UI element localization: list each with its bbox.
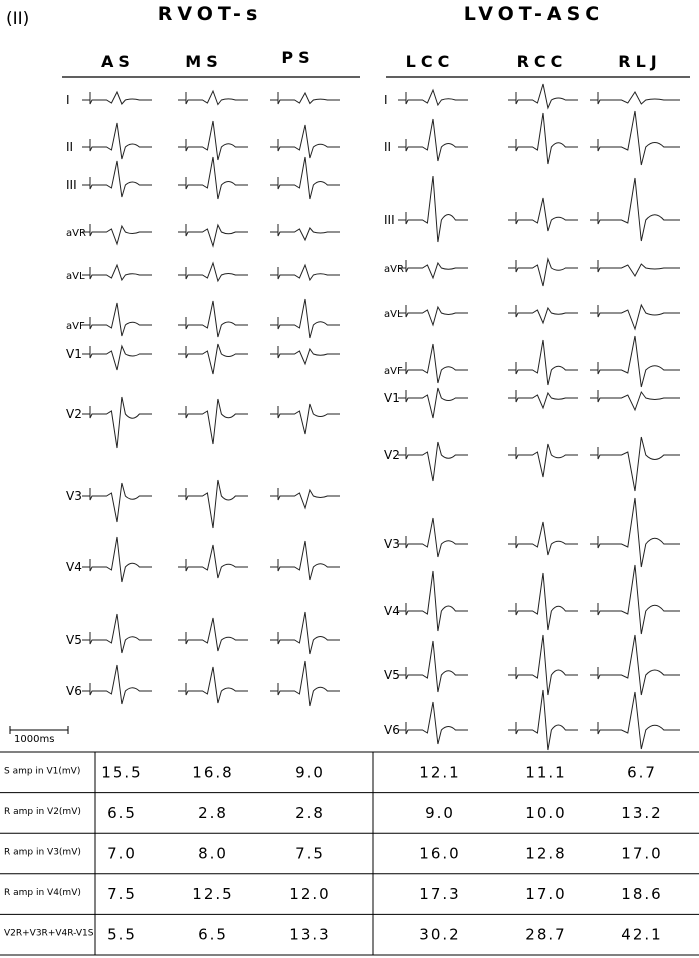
table-cell: 7.5 [107,885,137,904]
table-row-label: S amp in V1(mV) [4,766,81,777]
ecg-trace-left-r9-c0 [82,537,152,582]
lead-label-right-v6: V6 [384,723,400,737]
lead-label-right-i: I [384,93,388,107]
ecg-trace-left-r1-c1 [178,121,248,160]
lead-label-left-v3: V3 [66,489,82,503]
ecg-trace-right-r10-c1 [508,635,578,695]
lead-label-left-ii: II [66,140,74,154]
table-cell: 17.3 [419,885,461,904]
column-header-lcc: LCC [405,52,455,71]
ecg-trace-right-r6-c1 [508,390,578,408]
ecg-trace-left-r10-c0 [82,614,152,653]
ecg-trace-left-r2-c0 [82,161,152,197]
ecg-trace-right-r0-c2 [590,92,680,104]
ecg-trace-right-r7-c2 [590,437,680,491]
ecg-trace-right-r1-c1 [508,113,578,164]
ecg-trace-left-r3-c2 [270,224,340,240]
ecg-trace-left-r6-c0 [82,346,152,370]
ecg-trace-left-r6-c1 [178,344,248,374]
ecg-trace-left-r6-c2 [270,346,340,364]
ecg-trace-right-r8-c0 [398,518,468,557]
ecg-trace-left-r8-c1 [178,480,248,528]
table-cell: 12.8 [525,844,567,863]
table-cell: 12.5 [192,885,234,904]
table-row-label: R amp in V4(mV) [4,888,81,899]
table-cell: 12.0 [289,885,331,904]
ecg-trace-left-r7-c0 [82,397,152,448]
table-cell: 16.0 [419,844,461,863]
lead-label-right-v2: V2 [384,448,400,462]
lead-label-left-iii: III [66,178,77,192]
panel-label: (II) [6,9,30,29]
table-cell: 5.5 [107,925,137,944]
table-cell: 30.2 [419,925,461,944]
ecg-trace-right-r11-c1 [508,690,578,750]
ecg-trace-right-r3-c1 [508,259,578,286]
ecg-trace-right-r8-c1 [508,522,578,555]
group-title-rvot: RVOT-s [157,3,263,25]
ecg-trace-left-r7-c1 [178,399,248,444]
lead-label-left-i: I [66,93,70,107]
ecg-trace-right-r11-c2 [590,692,680,749]
ecg-trace-right-r5-c2 [590,336,680,387]
ecg-trace-right-r9-c2 [590,565,680,634]
table-cell: 15.5 [101,763,143,782]
table-cell: 17.0 [621,844,663,863]
ecg-trace-right-r2-c1 [508,198,578,231]
column-header-rcc: RCC [516,52,568,71]
column-header-ms: MS [185,52,223,71]
scale-bar-label: 1000ms [14,734,55,745]
ecg-trace-right-r2-c2 [590,178,680,241]
lead-label-left-avf: aVF [66,321,85,332]
ecg-trace-left-r2-c1 [178,157,248,199]
ecg-trace-left-r0-c1 [178,91,248,105]
table-cell: 8.0 [198,844,228,863]
ecg-trace-left-r0-c2 [270,92,340,104]
lead-label-right-avl: aVL [384,309,403,320]
ecg-trace-right-r2-c0 [398,176,468,242]
table-cell: 17.0 [525,885,567,904]
lead-label-left-v1: V1 [66,347,82,361]
ecg-trace-left-r1-c0 [82,123,152,159]
ecg-trace-right-r5-c0 [398,344,468,383]
table-cell: 16.8 [192,763,234,782]
table-row-label: V2R+V3R+V4R-V1S [4,928,94,939]
table-cell: 7.0 [107,844,137,863]
ecg-trace-right-r6-c2 [590,390,680,410]
ecg-trace-right-r7-c1 [508,444,578,477]
table-cell: 9.0 [295,763,325,782]
ecg-trace-right-r10-c2 [590,635,680,695]
lead-label-right-iii: III [384,213,395,227]
ecg-trace-right-r4-c2 [590,305,680,329]
ecg-trace-left-r7-c2 [270,404,340,434]
table-cell: 10.0 [525,803,567,822]
ecg-trace-left-r4-c2 [270,265,340,280]
table-cell: 13.2 [621,803,663,822]
ecg-trace-left-r3-c0 [82,224,152,244]
ecg-trace-left-r11-c1 [178,667,248,703]
lead-label-right-v4: V4 [384,604,400,618]
group-title-lvot: LVOT-ASC [463,3,605,25]
ecg-trace-right-r7-c0 [398,442,468,481]
column-header-as: AS [101,52,135,71]
table-cell: 13.3 [289,925,331,944]
amplitude-table [0,752,699,955]
table-cell: 6.5 [107,803,137,822]
lead-label-right-v5: V5 [384,668,400,682]
ecg-trace-left-r11-c0 [82,665,152,704]
table-cell: 7.5 [295,844,325,863]
table-cell: 12.1 [419,763,461,782]
ecg-trace-left-r11-c2 [270,661,340,706]
ecg-traces [82,84,680,750]
ecg-trace-left-r10-c2 [270,612,340,654]
ecg-trace-right-r3-c0 [398,260,468,278]
table-cell: 28.7 [525,925,567,944]
ecg-trace-right-r1-c2 [590,111,680,165]
ecg-trace-right-r0-c1 [508,84,578,108]
ecg-trace-left-r1-c2 [270,125,340,158]
ecg-trace-right-r9-c0 [398,571,468,631]
ecg-trace-right-r8-c2 [590,498,680,567]
lead-label-left-v2: V2 [66,407,82,421]
table-cell: 18.6 [621,885,663,904]
table-cell: 6.7 [627,763,657,782]
ecg-trace-left-r4-c0 [82,265,152,280]
ecg-trace-left-r5-c2 [270,299,340,338]
lead-label-left-v4: V4 [66,560,82,574]
ecg-trace-right-r11-c0 [398,702,468,744]
lead-label-left-v6: V6 [66,684,82,698]
lead-label-right-ii: II [384,140,392,154]
table-cell: 42.1 [621,925,663,944]
ecg-trace-right-r3-c2 [590,260,680,276]
ecg-trace-left-r5-c1 [178,301,248,337]
lead-label-right-avr: aVR [384,264,404,275]
lead-label-right-avf: aVF [384,366,403,377]
ecg-trace-left-r3-c1 [178,224,248,246]
column-header-rlj: RLJ [618,52,662,71]
lead-label-left-avr: aVR [66,228,86,239]
ecg-trace-left-r4-c1 [178,263,248,281]
column-header-ps: PS [281,48,315,67]
table-cell: 11.1 [525,763,567,782]
table-row-label: R amp in V3(mV) [4,847,81,858]
table-cell: 6.5 [198,925,228,944]
ecg-trace-right-r0-c0 [398,90,468,105]
ecg-trace-left-r9-c1 [178,545,248,578]
ecg-trace-left-r0-c0 [82,92,152,104]
ecg-trace-right-r4-c1 [508,305,578,323]
ecg-trace-left-r5-c0 [82,303,152,336]
ecg-trace-left-r8-c2 [270,488,340,508]
table-cell: 2.8 [198,803,228,822]
ecg-trace-right-r10-c0 [398,641,468,692]
lead-label-left-v5: V5 [66,633,82,647]
ecg-trace-left-r2-c2 [270,157,340,199]
ecg-trace-right-r5-c1 [508,340,578,385]
ecg-trace-left-r9-c2 [270,541,340,580]
lead-label-right-v1: V1 [384,391,400,405]
ecg-trace-left-r10-c1 [178,618,248,651]
ecg-trace-right-r9-c1 [508,573,578,630]
table-cell: 2.8 [295,803,325,822]
ecg-trace-right-r6-c0 [398,388,468,418]
ecg-trace-right-r1-c0 [398,119,468,161]
table-cell: 9.0 [425,803,455,822]
lead-label-left-avl: aVL [66,271,85,282]
table-row-label: R amp in V2(mV) [4,806,81,817]
lead-label-right-v3: V3 [384,537,400,551]
ecg-trace-left-r8-c0 [82,483,152,522]
ecg-trace-right-r4-c0 [398,305,468,325]
